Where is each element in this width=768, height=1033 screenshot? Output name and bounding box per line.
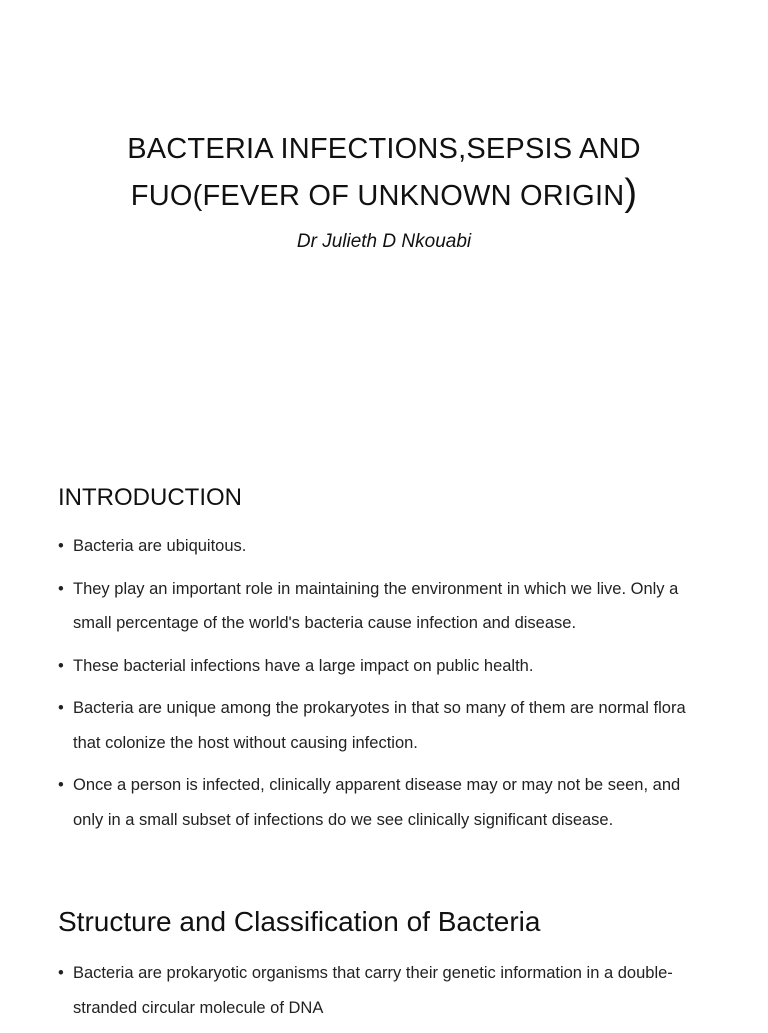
list-item	[58, 529, 708, 564]
bullet-icon: •	[58, 699, 64, 717]
introduction-heading: INTRODUCTION	[58, 484, 242, 511]
author-subtitle: Dr Julieth D Nkouabi	[296, 231, 472, 252]
bullet-icon: •	[58, 776, 64, 794]
bullet-text: These bacterial infections have a large impact on public health.	[73, 656, 534, 675]
list-item	[58, 956, 708, 1025]
title-text: BACTERIA INFECTIONS,SEPSIS AND FUO(FEVER OF UNKNOWN ORIGIN	[127, 133, 641, 212]
list-item	[58, 649, 708, 684]
structure-bullet-list	[58, 956, 708, 1033]
slide-title	[90, 126, 678, 220]
title-closing-paren: )	[624, 172, 638, 214]
bullet-icon: •	[58, 964, 64, 982]
bullet-text: Bacteria are ubiquitous.	[73, 537, 247, 555]
list-item	[58, 691, 708, 760]
bullet-text: Bacteria are unique among the prokaryotes in that so many of them are normal flora that colonize the host without causing infection.	[73, 699, 686, 752]
introduction-bullet-list	[58, 529, 708, 845]
bullet-icon: •	[58, 656, 64, 675]
bullet-icon: •	[58, 537, 64, 555]
bullet-text: Bacteria are prokaryotic organisms that carry their genetic information in a double-stranded circular molecule of DNA	[73, 964, 673, 1017]
bullet-text: They play an important role in maintaining the environment in which we live. Only a small percentage of the world's bacteria cause infection and disease.	[73, 579, 679, 632]
bullet-text: Once a person is infected, clinically apparent disease may or may not be seen, and only in a small subset of infections do we see clinically significant disease.	[73, 776, 681, 829]
list-item	[58, 572, 708, 641]
structure-heading: Structure and Classification of Bacteria	[58, 906, 541, 937]
bullet-icon: •	[58, 579, 64, 598]
list-item	[58, 768, 708, 837]
